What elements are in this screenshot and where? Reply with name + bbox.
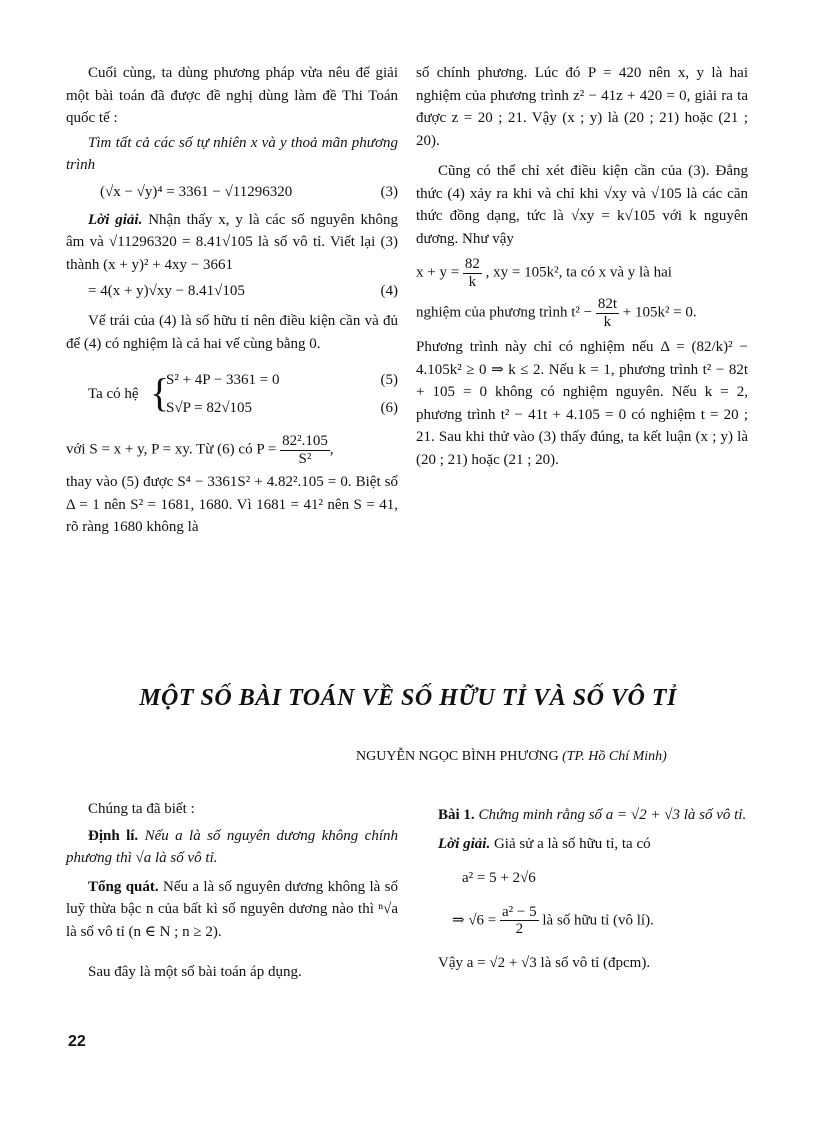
text: x + y = [416, 264, 460, 281]
numerator: a² − 5 [502, 903, 537, 920]
solution-text: Giả sử a là số hữu tỉ, ta có [493, 835, 651, 852]
denominator: k [468, 273, 477, 290]
text: + 105k² = 0. [622, 304, 697, 321]
text: , xy = 105k², ta có x và y là hai [485, 264, 672, 281]
theorem-label: Định lí. [88, 827, 139, 844]
brace: { [150, 370, 170, 415]
author-name: NGUYỄN NGỌC BÌNH PHƯƠNG [356, 749, 559, 764]
problem-text: Chứng minh rằng số a = √2 + √3 là số vô tỉ. [478, 807, 747, 823]
solution-label: Lời giải. [88, 211, 143, 228]
denominator: S² [298, 450, 312, 467]
equation-3 [66, 181, 398, 207]
equation-4-number: (4) [380, 283, 398, 299]
text: , [329, 441, 334, 458]
equation-4-body: = 4(x + y)√xy − 8.41√105 [88, 283, 245, 299]
conclusion: Vậy a = √2 + √3 là số vô tỉ (đpcm). [438, 954, 651, 971]
paragraph-with-fraction [416, 256, 748, 290]
bottom-right-column [416, 804, 748, 974]
denominator: k [603, 313, 612, 330]
paragraph: Chúng ta đã biết : [88, 801, 195, 817]
generalization-text: Nếu a là số nguyên dương không là số luỹ thừa bậc n của bất kì số nguyên dương nào thì ⁿ√a là số vô tỉ (n ∈ N ; n ≥ 2). [66, 878, 399, 940]
equation-system [66, 367, 398, 423]
fraction [596, 296, 619, 330]
equation-with-fraction [416, 904, 748, 938]
paragraph-with-fraction [416, 296, 748, 330]
fraction [500, 904, 539, 938]
author-line [356, 746, 667, 767]
paragraph: Phương trình này chỉ có nghiệm nếu Δ = (82/k)² − 4.105k² ≥ 0 ⇒ k ≤ 2. Nếu k = 1, phương trình t² − 82t + 105 = 0 không có nghiệm nguyên. Nếu k = 2, phương trình t² − 41t + 4.105 = 0 có nghiệm t = 20 ; 21. Sau khi thử vào (3) thấy đúng, ta kết luận (x ; y) là (20 ; 21) hoặc (21 ; 20). [416, 339, 748, 468]
fraction [463, 256, 482, 290]
solution-label: Lời giải. [438, 835, 491, 852]
top-left-column [66, 62, 398, 539]
solution-text: Nhận thấy x, y là các số nguyên không âm và √11296320 = 8.41√105 là số vô tỉ. Viết lại (3) thành (x + y)² + 4xy − 3661 [66, 211, 399, 273]
numerator: 82².105 [282, 433, 328, 449]
system-intro: Ta có hệ [88, 386, 139, 402]
equation-4 [66, 280, 398, 306]
generalization-label: Tổng quát. [88, 878, 159, 895]
fraction [280, 433, 330, 467]
equation-5-number: (5) [380, 372, 398, 388]
page-number: 22 [68, 1033, 86, 1050]
text: nghiệm của phương trình t² − [416, 304, 593, 321]
numerator: 82 [464, 256, 480, 272]
equation-6-body: S√P = 82√105 [166, 400, 253, 416]
equation-6-number: (6) [380, 400, 398, 416]
theorem-text: Nếu a là số nguyên dương không chính phương thì √a là số vô tỉ. [66, 827, 399, 866]
equation-3-body: (√x − √y)⁴ = 3361 − √11296320 [100, 183, 293, 200]
numerator: 82t [597, 296, 617, 312]
top-right-column [416, 62, 748, 471]
paragraph: thay vào (5) được S⁴ − 3361S² + 4.82².105 = 0. Biệt số Δ = 1 nên S² = 1681, 1680. Vì 1681 = 41² nên S = 41, rõ ràng 1680 không là [66, 474, 398, 535]
equation: a² = 5 + 2√6 [462, 870, 536, 886]
equation-3-number: (3) [380, 183, 398, 200]
paragraph: Sau đây là một số bài toán áp dụng. [88, 964, 302, 980]
denominator: 2 [515, 921, 524, 937]
paragraph-with-fraction [66, 433, 398, 467]
paragraph: Vế trái của (4) là số hữu tỉ nên điều kiện cần và đủ để (4) có nghiệm là cả hai vế cùng bằng 0. [66, 313, 398, 352]
text: là số hữu tỉ (vô lí). [542, 911, 654, 928]
author-affiliation: (TP. Hồ Chí Minh) [562, 749, 667, 764]
problem-statement: Tìm tất cả các số tự nhiên x và y thoả mãn phương trình [66, 134, 398, 173]
problem-label: Bài 1. [438, 807, 475, 823]
paragraph: Cuối cùng, ta dùng phương pháp vừa nêu để giải một bài toán đã được đề nghị dùng làm đề Thi Toán quốc tế : [66, 65, 398, 126]
text: với S = x + y, P = xy. Từ (6) có P = [66, 441, 277, 458]
text: ⇒ √6 = [452, 911, 497, 928]
paragraph: số chính phương. Lúc đó P = 420 nên x, y là hai nghiệm của phương trình z² − 41z + 420 = 0, giải ra ta được z = 20 ; 21. Vậy (x ; y) là (20 ; 21) hoặc (21 ; 20). [416, 65, 748, 149]
article-title: MỘT SỐ BÀI TOÁN VỀ SỐ HỮU TỈ VÀ SỐ VÔ TỈ [139, 685, 677, 711]
bottom-left-column [66, 798, 398, 984]
paragraph: Cũng có thể chỉ xét điều kiện cần của (3). Đẳng thức (4) xảy ra khi và chỉ khi √xy và √105 là các căn thức đồng dạng, tức là √xy = k√105 với k nguyên dương. Như vậy [416, 163, 748, 247]
equation-5-body: S² + 4P − 3361 = 0 [166, 372, 280, 388]
